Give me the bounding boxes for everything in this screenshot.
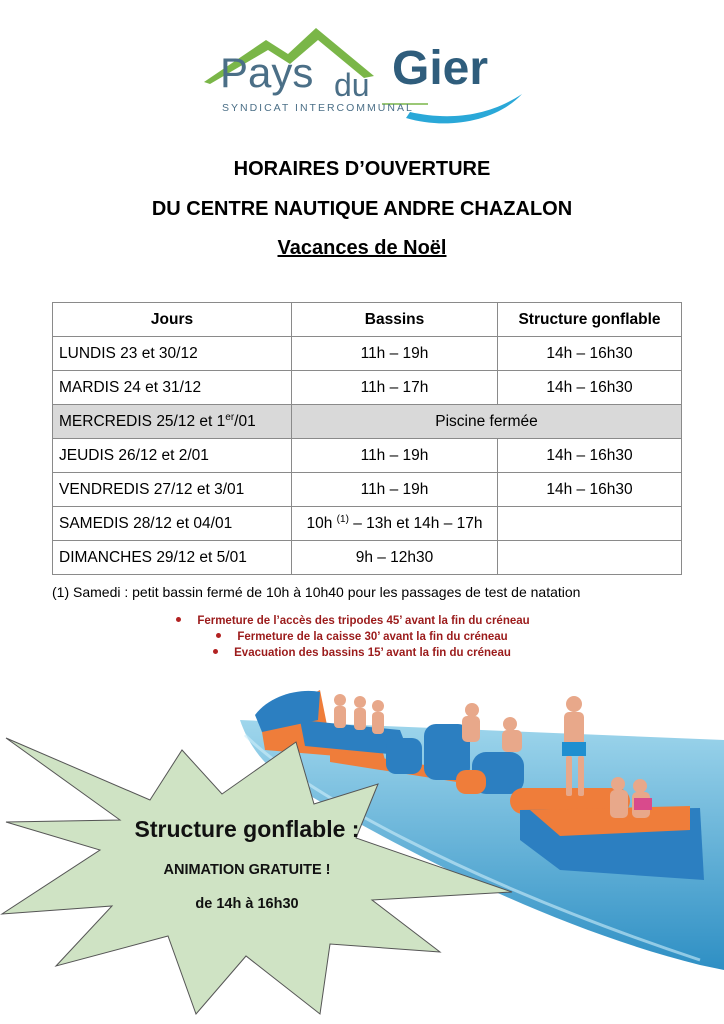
row-day: LUNDIS 23 et 30/12 [53,337,292,371]
row-structure [498,541,682,575]
row-day: JEUDIS 26/12 et 2/01 [53,439,292,473]
pays-du-gier-logo [196,20,532,124]
note-text: Evacuation des bassins 15’ avant la fin du créneau [234,647,511,659]
note-text: Fermeture de la caisse 30’ avant la fin du créneau [237,631,508,643]
logo-wave-icon [406,94,522,123]
row-day: SAMEDIS 28/12 et 04/01 [53,507,292,541]
logo-word-du: du [334,67,370,103]
footnote: (1) Samedi : petit bassin fermé de 10h à 10h40 pour les passages de test de natation [52,584,581,600]
starburst-line-3: de 14h à 16h30 [195,896,299,912]
subtitle-text: Vacances de Noël [277,237,447,259]
row-structure: 14h – 16h30 [498,371,682,405]
header-structure: Structure gonflable [498,303,682,337]
header-jours: Jours [53,303,292,337]
table-row [53,371,682,405]
row-structure: 14h – 16h30 [498,439,682,473]
row-day-suffix: /01 [234,413,256,431]
note-text: Fermeture de l’accès des tripodes 45’ avant la fin du créneau [197,615,530,627]
row-bassins: 11h – 19h [292,337,498,371]
logo-word-gier: Gier [392,42,489,95]
row-day-sup: er [225,411,235,423]
footnote-marker: (1) [336,513,349,525]
header-bassins: Bassins [292,303,498,337]
row-day: DIMANCHES 29/12 et 5/01 [53,541,292,575]
row-structure: 14h – 16h30 [498,473,682,507]
row-day [53,405,292,439]
row-structure [498,507,682,541]
logo-word-pays: Pays [220,49,314,96]
table-row-closed [53,405,682,439]
starburst-title: Structure gonflable : [134,816,360,842]
schedule-table [52,302,682,575]
row-day: MARDIS 24 et 31/12 [53,371,292,405]
list-item [0,613,724,629]
title-line-2: DU CENTRE NAUTIQUE ANDRE CHAZALON [151,198,573,220]
row-bassins-suffix: – 13h et 14h – 17h [348,515,483,533]
row-day: VENDREDIS 27/12 et 3/01 [53,473,292,507]
list-item [0,645,724,661]
table-row [53,337,682,371]
table-row [53,439,682,473]
row-closed-label: Piscine fermée [292,405,682,439]
table-header-row [53,303,682,337]
title-line-1: HORAIRES D’OUVERTURE [233,158,491,180]
list-item [0,629,724,645]
bullet-icon [216,633,221,638]
row-bassins: 11h – 19h [292,439,498,473]
notes-list [0,613,724,661]
bullet-icon [176,617,181,622]
bullet-icon [213,649,218,654]
table-row [53,473,682,507]
row-day-prefix: MERCREDIS 25/12 et 1 [59,413,226,431]
row-structure: 14h – 16h30 [498,337,682,371]
row-bassins-prefix: 10h [306,515,337,533]
starburst-line-2: ANIMATION GRATUITE ! [163,862,331,878]
row-bassins: 9h – 12h30 [292,541,498,575]
logo-subtitle: SYNDICAT INTERCOMMUNAL [222,102,414,114]
row-bassins: 11h – 17h [292,371,498,405]
table-row [53,541,682,575]
table-row [53,507,682,541]
row-bassins [292,507,498,541]
row-bassins: 11h – 19h [292,473,498,507]
subtitle [0,236,724,260]
